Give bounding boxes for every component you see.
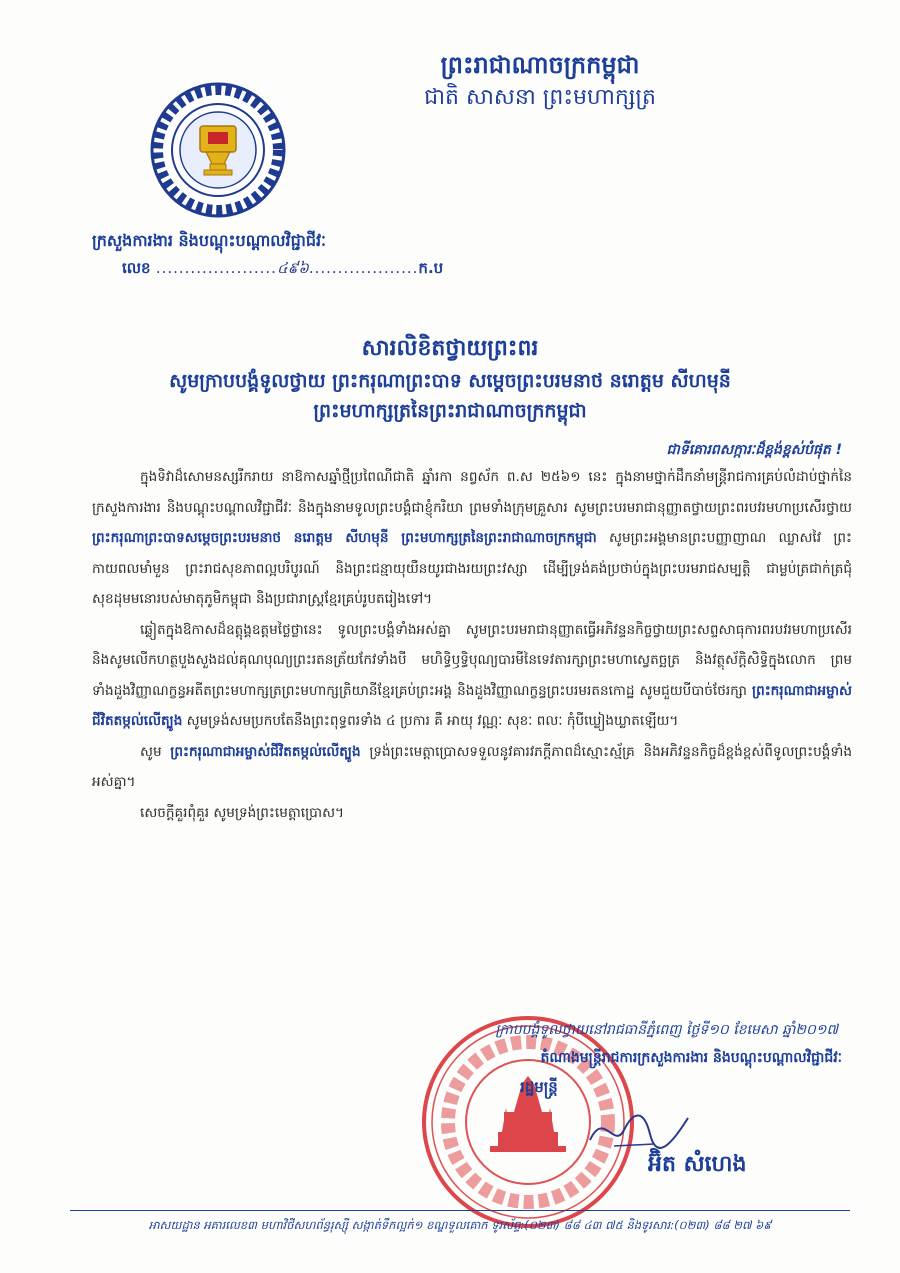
paragraph-2-text-c: សូមទ្រង់សមប្រកបតែនឹងព្រះពុទ្ធពរទាំង ៤ ប្រការ គឺ អាយុ វណ្ណៈ សុខៈ ពលៈ កុំបីឃ្លៀងឃ្លាតឡើយ។	[182, 713, 679, 729]
signer-role: តំណាងមន្ត្រីរាជការក្រសួងការងារ និងបណ្តុះបណ្តាលវិជ្ជាជីវៈ	[540, 1050, 842, 1066]
ref-number: ៤៩៦	[276, 259, 309, 277]
ref-dots-after: ...................	[308, 259, 419, 277]
paragraph-3-text-c: ទ្រង់ព្រះមេត្តាប្រោសទទួលនូវគារវភក្តីភាពដ៏ស្មោះស្ម័គ្រ និងអភិវន្ទនកិច្ចដ៏ខ្ពង់ខ្ពស់ពីទូលព្រះបង្គំទាំងអស់គ្នា។	[92, 743, 852, 790]
letter-title: សារលិខិតថ្វាយព្រះពរ	[361, 336, 539, 361]
paragraph-4: សេចក្តីគួរពុំគួរ សូមទ្រង់ព្រះមេត្តាប្រោស។	[140, 804, 344, 821]
paragraph-1	[92, 462, 852, 615]
letter-addressee-line1: សូមក្រាបបង្គំទូលថ្វាយ ព្រះករុណាព្រះបាទ សម្តេចព្រះបរមនាថ នរោត្តម សីហមុនី	[169, 370, 731, 392]
paragraph-2-king-title: ព្រះករុណាជាអម្ចាស់ជីវិតតម្កល់លើត្បូង	[92, 682, 852, 729]
ministry-name: ក្រសួងការងារ និងបណ្តុះបណ្តាលវិជ្ជាជីវៈ	[92, 231, 326, 250]
ref-suffix: ក.ប	[418, 259, 444, 277]
ref-label: លេខ	[122, 259, 151, 277]
salutation: ជាទីគោរពសក្ការៈដ៏ខ្ពង់ខ្ពស់បំផុត !	[666, 442, 842, 458]
paragraph-1-text-c: សូមព្រះអង្គមានព្រះបញ្ញាញាណ ឈ្លាសវៃ ព្រះកាយពលមាំមួន ព្រះរាជសុខភាពល្អបរិបូរណ៍ និងព្រះជន្មាយុយឺនយូរជាងរយព្រះវស្សា ដើម្បីទ្រង់គង់ប្រថាប់ក្នុងព្រះបរមរាជសម្បត្តិ ជាម្លប់ត្រជាក់ត្រជុំសុខដុមមនោរបស់មាតុភូមិកម្ពុជា និងប្រជារាស្ត្រខ្មែរគ្រប់រូបតរៀងទៅ។	[92, 530, 852, 607]
ref-dots-before: .....................	[155, 259, 277, 277]
kingdom-motto: ជាតិ សាសនា ព្រះមហាក្សត្រ	[424, 85, 656, 110]
paragraph-2	[92, 615, 852, 737]
letter-title-block	[100, 332, 800, 426]
paragraph-3-text-a: សូម	[140, 743, 171, 760]
footer-address: អាសយដ្ឋាន អគារលេខ៣ មហាវិថីសហព័ន្ធរុស្ស៊ី សង្កាត់ទឹកល្អក់១ ខណ្ឌទួលគោក ទូរស័ព្ទ:(០២៣) ៨៨ ៤៣ ៧៥ និងទូរសារ:(០២៣) ៨៨ ២៧ ៦៩	[148, 1218, 772, 1232]
signer-title: រដ្ឋមន្ត្រី	[520, 1078, 558, 1096]
paragraph-1-text-a: ក្នុងទិវាដ៏សោមនស្សរីករាយ នាឱកាសឆ្នាំថ្មីប្រពៃណីជាតិ ឆ្នាំរកា នព្វស័ក ព.ស ២៥៦១ នេះ ក្នុងនាមថ្នាក់ដឹកនាំមន្ត្រីរាជការគ្រប់លំដាប់ថ្នាក់នៃក្រសួងការងារ និងបណ្តុះបណ្តាលវិជ្ជាជីវៈ និងក្នុងនាមទូលព្រះបង្គំជាខ្ញុំករិយា ព្រមទាំងក្រុមគ្រួសារ សូមព្រះបរមរាជានុញ្ញាតថ្វាយព្រះពរបវរមហាប្រសើរថ្វាយ	[92, 469, 852, 516]
paragraph-3	[92, 737, 852, 798]
signing-date: ក្រាបបង្គំទូលថ្វាយនៅរាជធានីភ្នំពេញ ថ្ងៃទី១០ ខែមេសា ឆ្នាំ២០១៧	[495, 1022, 838, 1038]
reference-number	[122, 256, 443, 280]
letter-body	[92, 462, 852, 828]
letter-addressee-line2: ព្រះមហាក្សត្រនៃព្រះរាជាណាចក្រកម្ពុជា	[313, 400, 587, 422]
ministry-emblem-icon	[148, 80, 288, 220]
paragraph-3-king-title: ព្រះករុណាជាអម្ចាស់ជីវិតតម្កល់លើត្បូង	[170, 743, 361, 760]
paragraph-2-text-a: ឆ្លៀតក្នុងឱកាសដ៏ឧត្តុង្គឧត្តមថ្លៃថ្លានេះ ទូលព្រះបង្គំទាំងអស់គ្នា សូមព្រះបរមរាជានុញ្ញាតធ្វើអភិវន្ទនកិច្ចថ្វាយព្រះសព្ទសាធុការពរបវរមហាប្រសើរ និងសូមលើកហត្ថបួងសួងដល់គុណបុណ្យព្រះរតនត្រ័យកែវទាំងបី មហិទ្ធិឫទ្ធិបុណ្យបារមីនៃទេវតារក្សាព្រះមហាស្វេតច្ឆត្រ និងវត្ថុស័ក្តិសិទ្ធិក្នុងលោក ព្រមទាំងដួងវិញ្ញាណក្ខន្ធអតីតព្រះមហាក្សត្រព្រះមហាក្សត្រិយានីខ្មែរគ្រប់ព្រះអង្គ និងដួងវិញ្ញាណក្ខន្ធព្រះបរមរតនកោដ្ឋ សូមជួយបីបាច់ថែរក្សា	[92, 621, 852, 699]
kingdom-header	[300, 48, 780, 114]
kingdom-title: ព្រះរាជាណាចក្រកម្ពុជា	[440, 51, 640, 79]
signer-name: អ៊ិត សំហេង	[648, 1152, 747, 1177]
footer-divider	[70, 1210, 850, 1211]
paragraph-1-king-title: ព្រះករុណាព្រះបាទសម្តេចព្រះបរមនាថ នរោត្តម សីហមុនី ព្រះមហាក្សត្រនៃព្រះរាជាណាចក្រកម្ពុជា	[92, 530, 597, 546]
